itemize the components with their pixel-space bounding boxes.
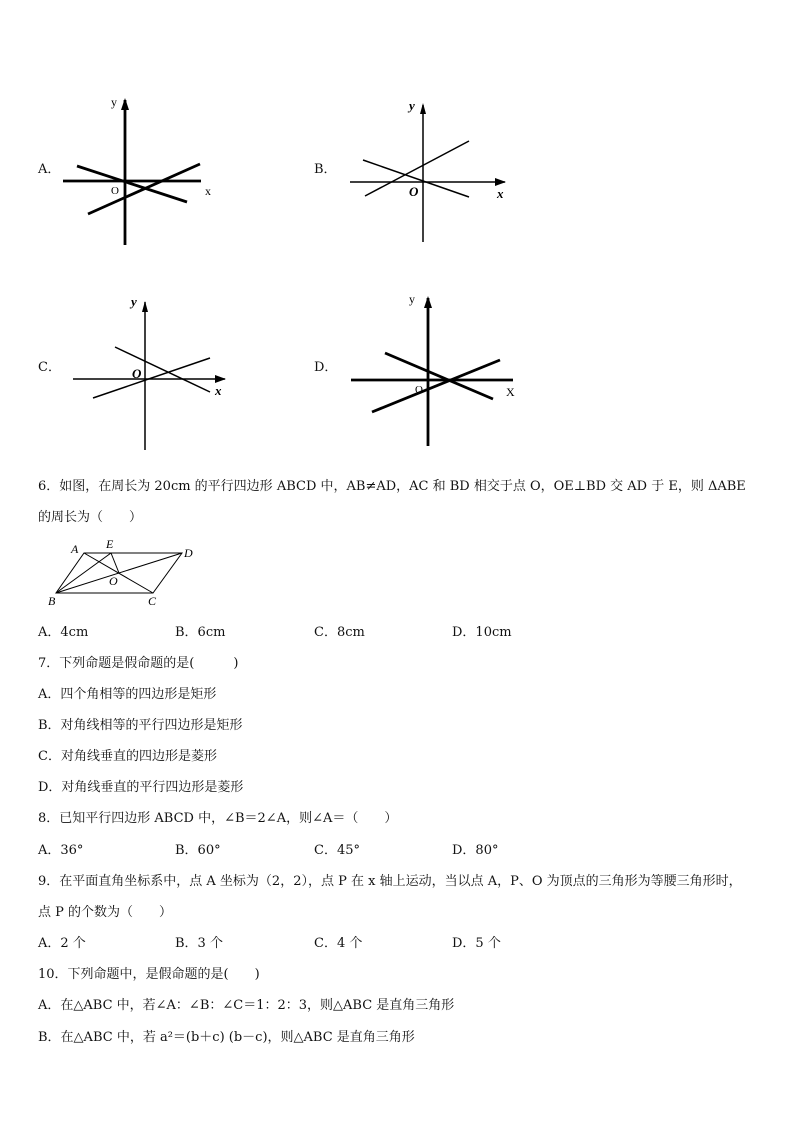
q6-option-a[interactable]: A．4cm — [38, 625, 89, 640]
q10-stem: 10．下列命题中，是假命题的是( ) — [38, 967, 260, 982]
q7-option-b[interactable]: B．对角线相等的平行四边形是矩形 — [38, 718, 243, 733]
q9-option-d[interactable]: D．5 个 — [452, 936, 501, 951]
q6-option-c[interactable]: C．8cm — [314, 625, 365, 640]
graph-d-y-arrow — [424, 296, 432, 308]
q8-option-a[interactable]: A．36° — [38, 843, 84, 858]
graph-c-x-label: x — [215, 383, 222, 398]
q8-option-c[interactable]: C．45° — [314, 843, 360, 858]
graph-b — [345, 90, 515, 250]
graph-option-d-label: D． — [314, 360, 338, 375]
graph-b-x-label: x — [497, 186, 504, 201]
graph-b-origin-label: O — [409, 184, 419, 199]
graph-c-origin-label: O — [132, 366, 142, 381]
graph-b-y-label: y — [409, 98, 415, 113]
graph-d-line-2 — [372, 360, 500, 412]
graph-d-line-1 — [385, 353, 493, 399]
point-a-label: A — [71, 542, 79, 556]
graph-option-c-label: C． — [38, 360, 61, 375]
q9-option-c[interactable]: C．4 个 — [314, 936, 363, 951]
graph-a-line-2 — [88, 164, 200, 214]
q8-option-d[interactable]: D．80° — [452, 843, 499, 858]
graph-c-x-arrow — [215, 375, 226, 383]
q6-stem-line-2: 的周长为（ ） — [38, 510, 143, 525]
graph-a-origin-label: O — [111, 185, 119, 197]
graph-a-x-label: x — [205, 184, 211, 198]
point-e-label: E — [106, 537, 114, 551]
q9-stem-line-1: 9．在平面直角坐标系中，点 A 坐标为（2，2），点 P 在 x 轴上运动，当以点 A，P、O 为顶点的三角形为等腰三角形时， — [38, 874, 742, 889]
graph-d-y-label: y — [409, 292, 415, 306]
q7-option-d[interactable]: D．对角线垂直的平行四边形是菱形 — [38, 780, 244, 795]
point-c-label: C — [148, 594, 157, 608]
graph-a-y-label: y — [111, 95, 117, 109]
q9-option-b[interactable]: B．3 个 — [175, 936, 223, 951]
graph-option-b-label: B． — [314, 162, 337, 177]
q6-stem-line-1: 6．如图，在周长为 20cm 的平行四边形 ABCD 中，AB≠AD，AC 和 BD 相交于点 O，OE⊥BD 交 AD 于 E，则 ΔABE — [38, 479, 746, 494]
q9-stem-line-2: 点 P 的个数为（ ） — [38, 905, 173, 920]
graph-option-a-label: A． — [38, 162, 61, 177]
q6-parallelogram-figure — [40, 535, 210, 613]
point-b-label: B — [48, 594, 56, 608]
q9-option-a[interactable]: A．2 个 — [38, 936, 86, 951]
q6-option-d[interactable]: D．10cm — [452, 625, 512, 640]
q7-option-c[interactable]: C．对角线垂直的四边形是菱形 — [38, 749, 217, 764]
segment-oe — [111, 553, 119, 573]
q8-stem: 8．已知平行四边形 ABCD 中，∠B＝2∠A，则∠A＝（ ） — [38, 811, 398, 826]
graph-d-origin-label: O — [415, 384, 423, 396]
graph-a-line-1 — [77, 166, 187, 202]
point-o-label: O — [109, 574, 118, 588]
q7-option-a[interactable]: A．四个角相等的四边形是矩形 — [38, 687, 217, 702]
graph-a-y-arrow — [121, 98, 129, 110]
q6-option-b[interactable]: B．6cm — [175, 625, 226, 640]
q10-option-a[interactable]: A．在△ABC 中，若∠A：∠B：∠C＝1：2：3，则△ABC 是直角三角形 — [38, 998, 455, 1013]
q7-stem: 7．下列命题是假命题的是( ) — [38, 656, 239, 671]
graph-d — [345, 290, 525, 450]
graph-b-x-arrow — [495, 178, 506, 186]
graph-c-y-label: y — [131, 294, 137, 309]
graph-b-y-arrow — [420, 103, 426, 114]
graph-a — [55, 90, 225, 250]
graph-c — [65, 292, 235, 452]
segment-be — [56, 553, 111, 593]
graph-d-x-label: X — [506, 385, 515, 399]
point-d-label: D — [184, 546, 193, 560]
q10-option-b[interactable]: B．在△ABC 中，若 a²＝(b＋c) (b－c)，则△ABC 是直角三角形 — [38, 1030, 415, 1045]
graph-c-y-arrow — [142, 301, 148, 312]
q8-option-b[interactable]: B．60° — [175, 843, 221, 858]
